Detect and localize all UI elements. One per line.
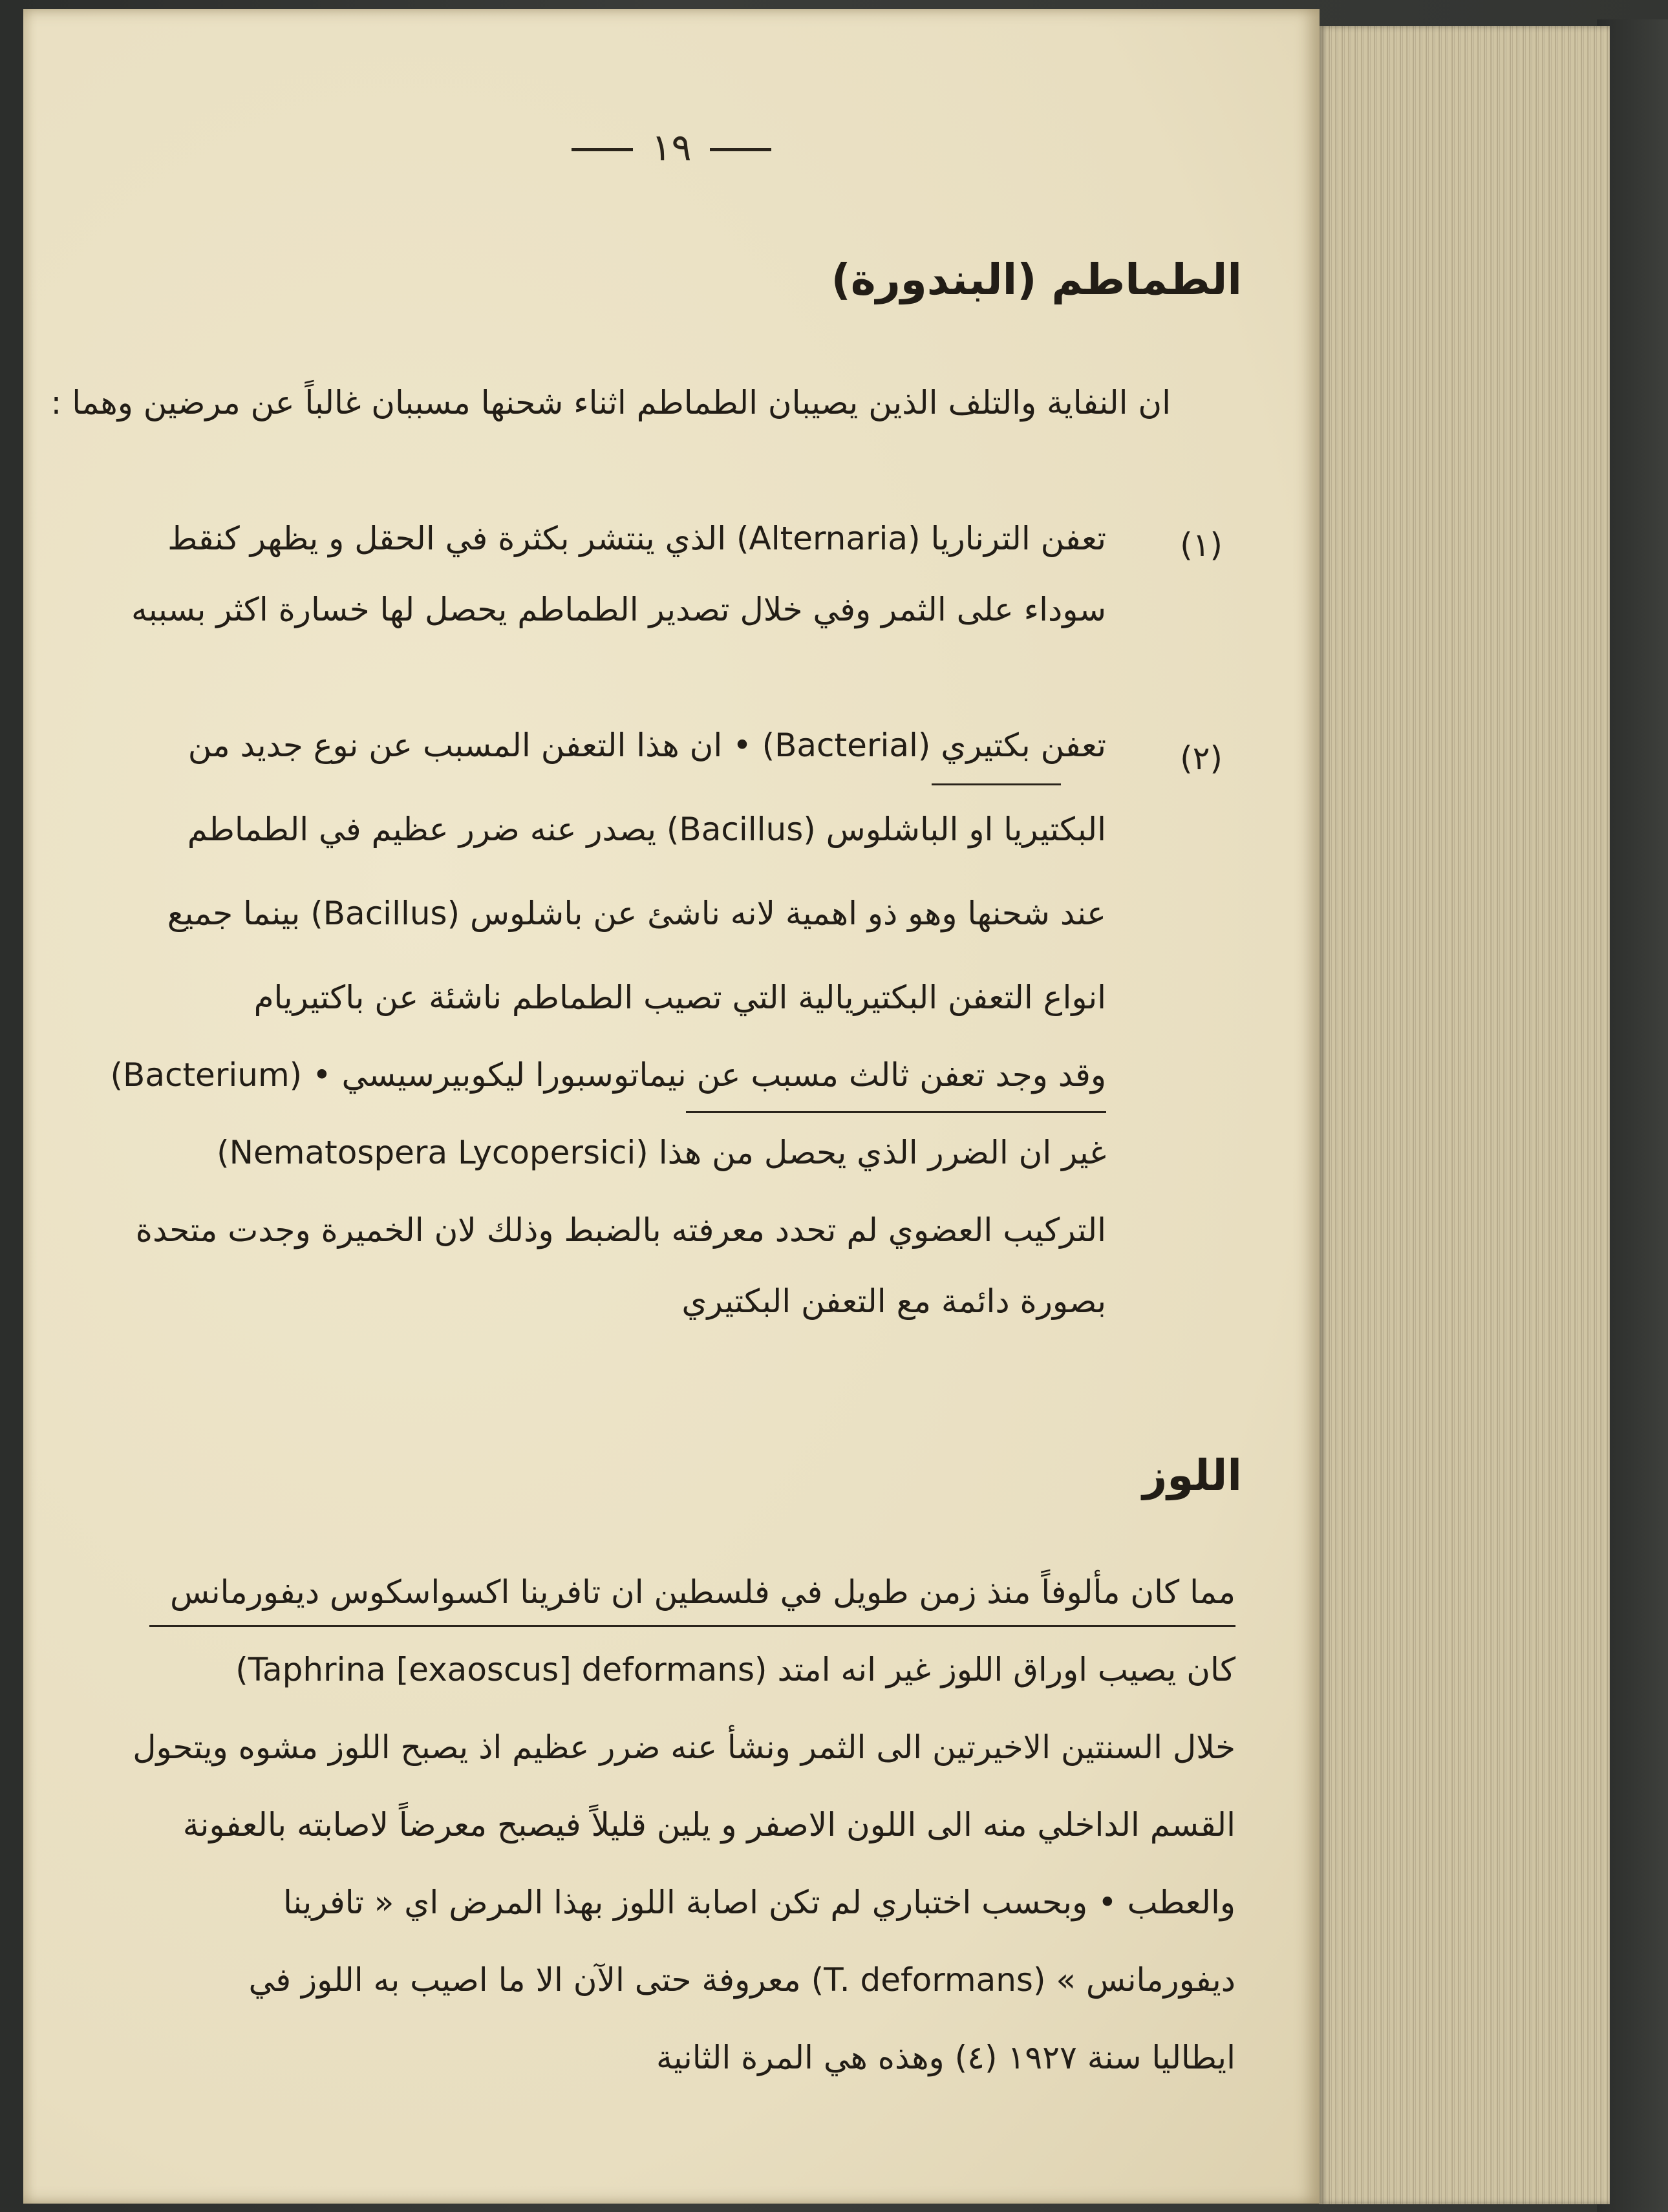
- item2-line: انواع التعفن البكتيريالية التي تصيب الطماطم ناشئة عن باكتيريام: [253, 979, 1106, 1016]
- item2-line: تعفن بكتيري (Bacterial) • ان هذا التعفن المسبب عن نوع جديد من: [187, 727, 1106, 764]
- almond-line: القسم الداخلي منه الى اللون الاصفر و يلين قليلاً فيصبح معرضاً لاصابته بالعفونة: [182, 1806, 1235, 1844]
- item1-line: تعفن الترناريا (Alternaria) الذي ينتشر بكثرة في الحقل و يظهر كنقط: [167, 520, 1106, 557]
- page-edges: [1319, 26, 1610, 2204]
- underline-mark: [149, 1625, 1235, 1627]
- item2-line: (Bacterium) • وقد وجد تعفن ثالث مسبب عن نيماتوسبورا ليكوبيرسيسي: [110, 1056, 1106, 1094]
- underline-mark: [686, 1111, 1106, 1113]
- item2-line: البكتيريا او الباشلوس (Bacillus) يصدر عنه ضرر عظيم في الطماطم: [187, 811, 1106, 848]
- item2-line: (Nematospera Lycopersici) غير ان الضرر الذي يحصل من هذا: [217, 1134, 1106, 1171]
- almond-line: خلال السنتين الاخيرتين الى الثمر ونشأ عنه ضرر عظيم اذ يصبح اللوز مشوه ويتحول: [133, 1728, 1235, 1766]
- almond-line: والعطب • وبحسب اختباري لم تكن اصابة اللوز بهذا المرض اي « تافرينا: [283, 1884, 1235, 1921]
- section-heading-tomatoes: الطماطم (البندورة): [831, 255, 1242, 304]
- item2-line: عند شحنها وهو ذو اهمية لانه ناشئ عن باشلوس (Bacillus) بينما جميع: [167, 895, 1106, 932]
- page-number: [23, 125, 1320, 169]
- item-number-2: (٢): [1180, 739, 1223, 777]
- almond-line: ايطاليا سنة ١٩٢٧ (٤) وهذه هي المرة الثانية: [656, 2039, 1235, 2076]
- underline-mark: [932, 783, 1061, 785]
- item2-line: التركيب العضوي لم تحدد معرفته بالضبط وذلك لان الخميرة وجدت متحدة: [135, 1211, 1106, 1249]
- page-number-value: ١٩: [651, 125, 692, 169]
- item2-line: بصورة دائمة مع التعفن البكتيري: [681, 1282, 1106, 1320]
- page-number-dash: [572, 148, 633, 151]
- almond-line: ديفورمانس » (T. deformans) معروفة حتى الآن الا ما اصيب به اللوز في: [248, 1961, 1235, 1999]
- item-number-1: (١): [1180, 526, 1223, 564]
- intro-paragraph: ان النفاية والتلف الذين يصيبان الطماطم اثناء شحنها مسببان غالباً عن مرضين وهما :: [50, 384, 1171, 421]
- section-heading-almonds: اللوز: [1142, 1451, 1242, 1500]
- almond-line: (Taphrina [exaoscus] deformans) كان يصيب اوراق اللوز غير انه امتد: [235, 1651, 1235, 1688]
- item1-line: سوداء على الثمر وفي خلال تصدير الطماطم يحصل لها خسارة اكثر بسببه: [131, 591, 1106, 628]
- book-page: [23, 9, 1320, 2204]
- page-number-dash: [710, 148, 771, 151]
- almond-line: مما كان مألوفاً منذ زمن طويل في فلسطين ان تافرينا اكسواسكوس ديفورمانس: [169, 1573, 1235, 1611]
